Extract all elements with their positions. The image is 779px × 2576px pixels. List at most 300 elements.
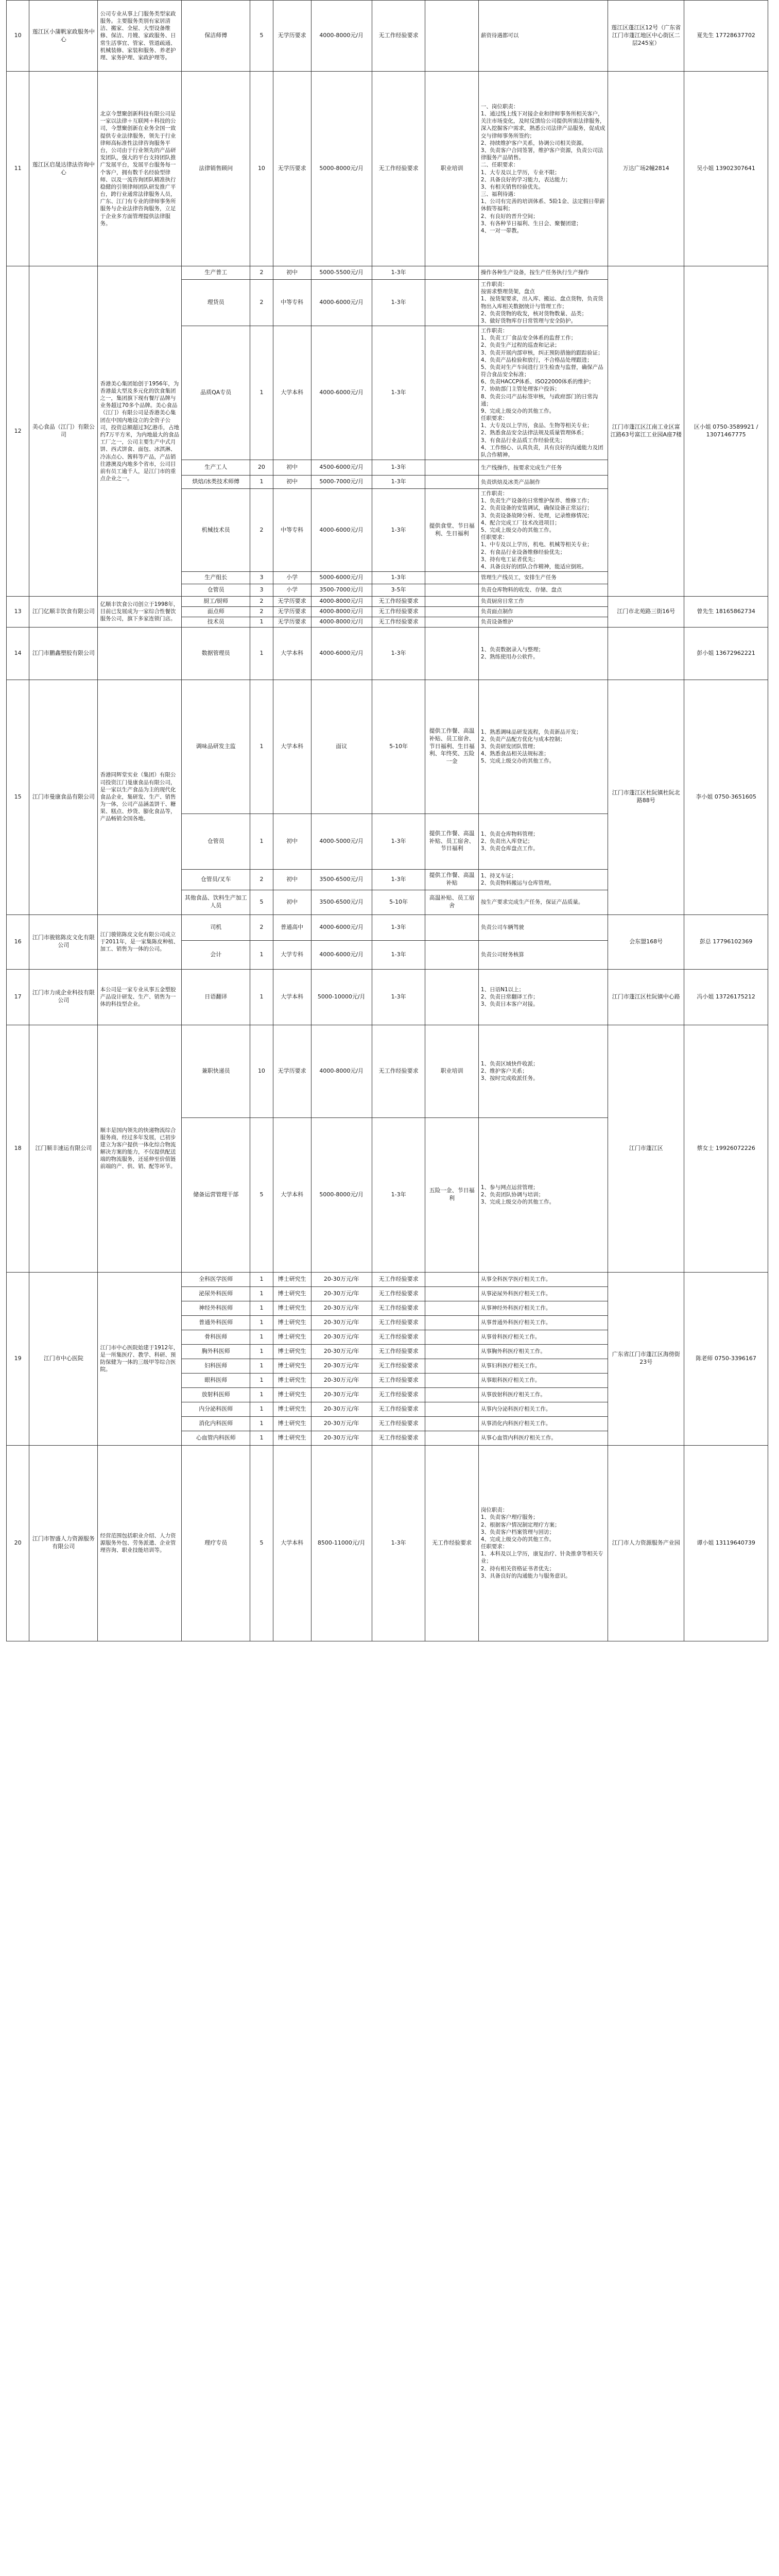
address-cell: 江门市蓬江区 [608, 1025, 684, 1272]
salary-cell: 20-30万元/年 [311, 1272, 372, 1286]
benefit-cell [425, 1373, 479, 1387]
company-intro-cell: 经营范围包括职业介绍、人力资源服务外包、劳务派遣、企业管理咨询、职业技能培训等。 [98, 1445, 182, 1641]
benefit-cell [425, 1272, 479, 1286]
table-body [7, 1, 768, 1641]
duty-cell: 生产线操作，按要求完成生产任务 [478, 460, 608, 476]
salary-cell: 20-30万元/年 [311, 1301, 372, 1315]
contact-cell: 夏先生 17728637702 [684, 1, 768, 72]
position-title-cell: 兼职快递员 [182, 1025, 250, 1117]
experience-cell: 1-3年 [372, 1117, 425, 1272]
position-title-cell: 眼科医师 [182, 1373, 250, 1387]
salary-cell: 4000-5000元/月 [311, 814, 372, 869]
position-title-cell: 会计 [182, 940, 250, 969]
headcount-cell: 2 [250, 280, 273, 326]
experience-cell: 1-3年 [372, 869, 425, 890]
company-intro-cell: 本公司是一家专业从事五金塑胶产品设计研发、生产、销售为一体的科技型企业。 [98, 969, 182, 1025]
headcount-cell: 1 [250, 627, 273, 680]
position-title-cell: 心血管内科医师 [182, 1431, 250, 1445]
salary-cell: 3500-7000元/月 [311, 584, 372, 597]
duty-cell: 从事心血管内科医疗相关工作。 [478, 1431, 608, 1445]
benefit-cell [425, 1, 479, 72]
position-title-cell: 泌尿外科医师 [182, 1286, 250, 1301]
duty-cell: 从事胸外科医疗相关工作。 [478, 1344, 608, 1359]
experience-cell: 无工作经验要求 [372, 72, 425, 266]
education-cell: 无学历要求 [273, 1, 311, 72]
company-name-cell: 江门市中心医院 [29, 1272, 98, 1445]
benefit-cell [425, 266, 479, 280]
experience-cell: 无工作经验要求 [372, 1344, 425, 1359]
row-number-cell: 17 [7, 969, 29, 1025]
salary-cell: 4000-8000元/月 [311, 617, 372, 627]
benefit-cell [425, 1315, 479, 1330]
education-cell: 无学历要求 [273, 72, 311, 266]
headcount-cell: 5 [250, 1, 273, 72]
company-name-cell: 莲江区小蒲帆家政服务中心 [29, 1, 98, 72]
table-row [7, 1445, 768, 1641]
education-cell: 普通高中 [273, 914, 311, 940]
experience-cell: 1-3年 [372, 814, 425, 869]
experience-cell: 1-3年 [372, 627, 425, 680]
benefit-cell [425, 1402, 479, 1416]
salary-cell: 5000-10000元/月 [311, 969, 372, 1025]
headcount-cell: 2 [250, 597, 273, 607]
position-title-cell: 储备运营管理干部 [182, 1117, 250, 1272]
company-name-cell: 江门市鹏鑫塑胶有限公司 [29, 627, 98, 680]
headcount-cell: 1 [250, 476, 273, 489]
salary-cell: 20-30万元/年 [311, 1431, 372, 1445]
salary-cell: 5000-8000元/月 [311, 1117, 372, 1272]
education-cell: 初中 [273, 460, 311, 476]
salary-cell: 3500-6500元/月 [311, 890, 372, 914]
company-intro-cell: 北京今慧聚创新科技有限公司是一家以法律＋互联网＋科技的公司，今慧聚创新在业务全国一致提供专业法律服务，领先于行业律师高标准性法律咨询服务平台，公司由于行业领先的产品研发团队，强大的平台支持团队推广发展平台，发展平台服务每一个客户，拥有数千名经验型律师、以及一流咨询团队精准执行稳健的引领律师团队研发推广平台，跨行业通常法律服务人员，广东、江门有专业的律师事务所服务与企业法律咨询服务，立足于企业多方面管理提供法律服务。 [98, 72, 182, 266]
education-cell: 大学本科 [273, 969, 311, 1025]
education-cell: 博士研究生 [273, 1272, 311, 1286]
salary-cell: 4000-8000元/月 [311, 1, 372, 72]
education-cell: 博士研究生 [273, 1359, 311, 1373]
duty-cell: 工作职责： 1、负责生产设备的日常维护保养、维修工作； 2、负责设备的安装调试，确保设备正常运行； 3、负责设备故障分析、处理，记录维修情况； 4、配合完成工厂技术改进项目； 5、完成上级交办的其他工作。 任职要求： 1、中专及以上学历，机电、机械等相关专业； 2、有食品行业设备维修经验优先； 3、持有电工证者优先； 4、具备良好的团队合作精神，能适应倒班。 [478, 489, 608, 572]
headcount-cell: 3 [250, 584, 273, 597]
headcount-cell: 1 [250, 1373, 273, 1387]
experience-cell: 1-3年 [372, 489, 425, 572]
address-cell: 江门市蓬江区杜阮镇杜阮北路88号 [608, 680, 684, 914]
contact-cell: 区小姐 0750-3589921 / 13071467775 [684, 266, 768, 597]
company-intro-cell: 公司专业从事上门服务类型家政服务。主要服务类别有家居清洁、搬家、全屋、大型设备维修、保洁、月嫂、家政服务、日常生活事宜、管家、管道疏通、机械装修、家装和服务、养老护理、家务护理、家政护理等。 [98, 1, 182, 72]
salary-cell: 4000-6000元/月 [311, 627, 372, 680]
salary-cell: 3500-6500元/月 [311, 869, 372, 890]
salary-cell: 4000-6000元/月 [311, 326, 372, 460]
position-title-cell: 理疗专员 [182, 1445, 250, 1641]
contact-cell: 吴小姐 13902307641 [684, 72, 768, 266]
headcount-cell: 1 [250, 814, 273, 869]
education-cell: 初中 [273, 814, 311, 869]
education-cell: 博士研究生 [273, 1301, 311, 1315]
company-name-cell: 江门顺丰速运有限公司 [29, 1025, 98, 1272]
position-title-cell: 普通外科医师 [182, 1315, 250, 1330]
position-title-cell: 胸外科医师 [182, 1344, 250, 1359]
address-cell: 江门市北苑路三街16号 [608, 597, 684, 628]
salary-cell: 4500-6000元/月 [311, 460, 372, 476]
row-number-cell: 10 [7, 1, 29, 72]
duty-cell: 从事泌尿外科医疗相关工作。 [478, 1286, 608, 1301]
headcount-cell: 1 [250, 1359, 273, 1373]
salary-cell: 5000-6000元/月 [311, 572, 372, 584]
salary-cell: 4000-8000元/月 [311, 597, 372, 607]
position-title-cell: 数据管理员 [182, 627, 250, 680]
duty-cell: 从事全科医学医疗相关工作。 [478, 1272, 608, 1286]
position-title-cell: 生产工人 [182, 460, 250, 476]
table-row [7, 1272, 768, 1286]
position-title-cell: 骨科医师 [182, 1330, 250, 1344]
company-name-cell: 江门市力成企业科技有限公司 [29, 969, 98, 1025]
benefit-cell [425, 1359, 479, 1373]
duty-cell: 一、岗位职责： 1、通过线上线下对接企业和律师事务所相关客户，关注市场变化，及时反馈给公司提供所需法律服务，深入挖掘客户需求，熟悉公司法律产品服务，促成成交与律师事务所签约； 2、持续维护客户关系，协调公司相关资源。 3、负责客户合同签署，维护客户资源，负责公司法律服务产品销售。 二、任职要求： 1、大专及以上学历，专业不限； 2、具备良好的学习能力，表达能力； 3、有相关销售经验优先。 三、福利待遇： 1、公司有完善的培训体系、5险1金、法定假日带薪休假等福利； 2、有良好的晋升空间； 3、有各种节日福利、生日会、聚餐团建； 4、一对一带教。 [478, 72, 608, 266]
benefit-cell [425, 460, 479, 476]
company-intro-cell: 亿顺丰饮食公司创立于1998年，目前已发展成为一家综合性餐饮服务公司，旗下多家连锁门店。 [98, 597, 182, 628]
headcount-cell: 5 [250, 1117, 273, 1272]
duty-cell: 从事骨科医疗相关工作。 [478, 1330, 608, 1344]
row-number-cell: 11 [7, 72, 29, 266]
table-row [7, 914, 768, 940]
experience-cell: 1-3年 [372, 460, 425, 476]
company-intro-cell: 香港美心集团始创于1956年，为香港最大型及多元化的饮食集团之一，集团旗下现有餐厅品牌与业务超过70多个品牌。美心食品（江门）有限公司是香港美心集团在中国内地设立的全资子公司，投资总额超过3亿港币，占地约7万平方米，为内地最大的食品工厂之一，公司主要生产中式月饼、西式饼食、面包、冰淇淋、冷冻点心、酱料等产品，产品销往港澳及内地多个省市，公司目前有员工逾千人，是江门市的重点企业之一。 [98, 266, 182, 597]
benefit-cell [425, 940, 479, 969]
duty-cell: 从事普通外科医疗相关工作。 [478, 1315, 608, 1330]
education-cell: 大学专科 [273, 940, 311, 969]
salary-cell: 20-30万元/年 [311, 1315, 372, 1330]
position-title-cell: 其他食品、饮料生产加工人员 [182, 890, 250, 914]
education-cell: 大学本科 [273, 680, 311, 814]
position-title-cell: 机械技术员 [182, 489, 250, 572]
headcount-cell: 1 [250, 1387, 273, 1402]
position-title-cell: 内分泌科医师 [182, 1402, 250, 1416]
salary-cell: 5000-7000元/月 [311, 476, 372, 489]
row-number-cell: 12 [7, 266, 29, 597]
salary-cell: 20-30万元/年 [311, 1416, 372, 1431]
position-title-cell: 技术员 [182, 617, 250, 627]
table-row [7, 1025, 768, 1117]
education-cell: 大学本科 [273, 627, 311, 680]
duty-cell: 负责烘焙及冰类产品制作 [478, 476, 608, 489]
headcount-cell: 1 [250, 1416, 273, 1431]
education-cell: 无学历要求 [273, 1025, 311, 1117]
position-title-cell: 放射科医师 [182, 1387, 250, 1402]
experience-cell: 无工作经验要求 [372, 1416, 425, 1431]
company-intro-cell: 顺丰是国内领先的快递物流综合服务商，经过多年发展，已初步建立为客户提供一体化综合物流解决方案的能力，不仅提供配送端的物流服务，还延伸至价值链前端的产、供、销、配等环节。 [98, 1025, 182, 1272]
duty-cell: 负责公司财务核算 [478, 940, 608, 969]
contact-cell: 曾先生 18165862734 [684, 597, 768, 628]
headcount-cell: 1 [250, 1272, 273, 1286]
experience-cell: 1-3年 [372, 1445, 425, 1641]
salary-cell: 5000-8000元/月 [311, 72, 372, 266]
position-title-cell: 妇科医师 [182, 1359, 250, 1373]
education-cell: 博士研究生 [273, 1373, 311, 1387]
experience-cell: 无工作经验要求 [372, 1387, 425, 1402]
benefit-cell: 职业培训 [425, 1025, 479, 1117]
headcount-cell: 2 [250, 914, 273, 940]
experience-cell: 无工作经验要求 [372, 617, 425, 627]
experience-cell: 无工作经验要求 [372, 1025, 425, 1117]
benefit-cell [425, 572, 479, 584]
benefit-cell [425, 1286, 479, 1301]
benefit-cell [425, 617, 479, 627]
position-title-cell: 消化内科医师 [182, 1416, 250, 1431]
contact-cell: 彭小姐 13672962221 [684, 627, 768, 680]
benefit-cell [425, 606, 479, 617]
company-intro-cell: 江门骏铭陈皮文化有限公司成立于2011年，是一家集陈皮种植、加工、销售为一体的公司。 [98, 914, 182, 969]
experience-cell: 1-3年 [372, 266, 425, 280]
company-name-cell: 江门市曼康食品有限公司 [29, 680, 98, 914]
benefit-cell [425, 326, 479, 460]
table-row [7, 597, 768, 607]
headcount-cell: 1 [250, 1402, 273, 1416]
row-number-cell: 19 [7, 1272, 29, 1445]
company-name-cell: 江门市骏铭陈皮文化有限公司 [29, 914, 98, 969]
headcount-cell: 1 [250, 1286, 273, 1301]
experience-cell: 1-3年 [372, 326, 425, 460]
position-title-cell: 全科医学医师 [182, 1272, 250, 1286]
row-number-cell: 15 [7, 680, 29, 914]
benefit-cell [425, 476, 479, 489]
headcount-cell: 2 [250, 266, 273, 280]
position-title-cell: 仓管员 [182, 584, 250, 597]
benefit-cell [425, 1431, 479, 1445]
headcount-cell: 20 [250, 460, 273, 476]
contact-cell: 蔡女士 19926072226 [684, 1025, 768, 1272]
benefit-cell: 五险一金、节日福利 [425, 1117, 479, 1272]
duty-cell: 1、负责数据录入与整理； 2、熟练使用办公软件。 [478, 627, 608, 680]
address-cell: 江门市蓬江区杜阮镇中心路 [608, 969, 684, 1025]
benefit-cell: 职业培训 [425, 72, 479, 266]
position-title-cell: 司机 [182, 914, 250, 940]
headcount-cell: 10 [250, 1025, 273, 1117]
experience-cell: 无工作经验要求 [372, 1272, 425, 1286]
experience-cell: 1-3年 [372, 572, 425, 584]
headcount-cell: 1 [250, 1301, 273, 1315]
recruitment-table [6, 0, 768, 1641]
company-name-cell: 江门市智盛人力资源服务有限公司 [29, 1445, 98, 1641]
company-name-cell: 江门亿顺丰饮食有限公司 [29, 597, 98, 628]
benefit-cell: 提供食堂、节日福利、生日福利 [425, 489, 479, 572]
salary-cell: 20-30万元/年 [311, 1359, 372, 1373]
education-cell: 博士研究生 [273, 1431, 311, 1445]
contact-cell: 冯小姐 13726175212 [684, 969, 768, 1025]
benefit-cell: 高温补贴、员工宿舍 [425, 890, 479, 914]
benefit-cell: 无工作经验要求 [425, 1445, 479, 1641]
position-title-cell: 仓管员 [182, 814, 250, 869]
duty-cell: 从事妇科医疗相关工作。 [478, 1359, 608, 1373]
education-cell: 无学历要求 [273, 617, 311, 627]
salary-cell: 4000-6000元/月 [311, 940, 372, 969]
experience-cell: 3-5年 [372, 584, 425, 597]
duty-cell: 从事眼科医疗相关工作。 [478, 1373, 608, 1387]
experience-cell: 1-3年 [372, 280, 425, 326]
duty-cell: 从事内分泌科医疗相关工作。 [478, 1402, 608, 1416]
education-cell: 初中 [273, 266, 311, 280]
benefit-cell [425, 1416, 479, 1431]
duty-cell: 负责面点制作 [478, 606, 608, 617]
experience-cell: 5-10年 [372, 680, 425, 814]
duty-cell: 1、日语N1以上； 2、负责日常翻译工作； 3、负责日本客户对接。 [478, 969, 608, 1025]
education-cell: 初中 [273, 476, 311, 489]
position-title-cell: 仓管员/叉车 [182, 869, 250, 890]
benefit-cell [425, 1344, 479, 1359]
address-cell [608, 627, 684, 680]
address-cell: 江门市蓬江区江南工业区富江路63号富江工业园A座7楼 [608, 266, 684, 597]
benefit-cell: 提供工作餐、高温补贴、员工宿舍、节日福利、生日福利、年终奖、五险一金 [425, 680, 479, 814]
table-row [7, 680, 768, 814]
experience-cell: 无工作经验要求 [372, 606, 425, 617]
education-cell: 博士研究生 [273, 1344, 311, 1359]
education-cell: 无学历要求 [273, 597, 311, 607]
headcount-cell: 1 [250, 1315, 273, 1330]
education-cell: 小学 [273, 584, 311, 597]
headcount-cell: 3 [250, 572, 273, 584]
education-cell: 大学本科 [273, 1445, 311, 1641]
row-number-cell: 20 [7, 1445, 29, 1641]
benefit-cell [425, 914, 479, 940]
experience-cell: 无工作经验要求 [372, 1, 425, 72]
salary-cell: 20-30万元/年 [311, 1387, 372, 1402]
benefit-cell: 提供工作餐、高温补贴、员工宿舍、节日福利 [425, 814, 479, 869]
education-cell: 博士研究生 [273, 1330, 311, 1344]
position-title-cell: 面点师 [182, 606, 250, 617]
headcount-cell: 1 [250, 969, 273, 1025]
education-cell: 中等专科 [273, 280, 311, 326]
position-title-cell: 法律销售顾问 [182, 72, 250, 266]
salary-cell: 20-30万元/年 [311, 1286, 372, 1301]
table-row [7, 1, 768, 72]
headcount-cell: 1 [250, 1344, 273, 1359]
experience-cell: 无工作经验要求 [372, 1286, 425, 1301]
benefit-cell [425, 969, 479, 1025]
duty-cell: 负责设备维护 [478, 617, 608, 627]
salary-cell: 面议 [311, 680, 372, 814]
salary-cell: 5000-5500元/月 [311, 266, 372, 280]
headcount-cell: 1 [250, 326, 273, 460]
contact-cell: 陈老师 0750-3396167 [684, 1272, 768, 1445]
recruitment-table-page [6, 0, 768, 1641]
position-title-cell: 理货员 [182, 280, 250, 326]
contact-cell: 谭小姐 13119640739 [684, 1445, 768, 1641]
salary-cell: 20-30万元/年 [311, 1344, 372, 1359]
benefit-cell [425, 1387, 479, 1402]
duty-cell: 从事神经外科医疗相关工作。 [478, 1301, 608, 1315]
salary-cell: 4000-6000元/月 [311, 489, 372, 572]
education-cell: 小学 [273, 572, 311, 584]
headcount-cell: 5 [250, 890, 273, 914]
position-title-cell: 生产普工 [182, 266, 250, 280]
education-cell: 博士研究生 [273, 1286, 311, 1301]
experience-cell: 无工作经验要求 [372, 1373, 425, 1387]
headcount-cell: 1 [250, 1330, 273, 1344]
row-number-cell: 13 [7, 597, 29, 628]
salary-cell: 8500-11000元/月 [311, 1445, 372, 1641]
experience-cell: 1-3年 [372, 969, 425, 1025]
duty-cell: 1、持叉车证； 2、负责物料搬运与仓库管理。 [478, 869, 608, 890]
experience-cell: 无工作经验要求 [372, 1315, 425, 1330]
contact-cell: 彭总 17796102369 [684, 914, 768, 969]
address-cell: 广东省江门市蓬江区海傍街23号 [608, 1272, 684, 1445]
table-row [7, 266, 768, 280]
experience-cell: 无工作经验要求 [372, 1431, 425, 1445]
headcount-cell: 1 [250, 1431, 273, 1445]
experience-cell: 无工作经验要求 [372, 1301, 425, 1315]
duty-cell: 负责仓库物料的收发、存储、盘点 [478, 584, 608, 597]
experience-cell: 1-3年 [372, 476, 425, 489]
row-number-cell: 14 [7, 627, 29, 680]
benefit-cell: 提供工作餐、高温补贴 [425, 869, 479, 890]
duty-cell: 负责厨房日常工作 [478, 597, 608, 607]
experience-cell: 5-10年 [372, 890, 425, 914]
duty-cell: 负责公司车辆驾驶 [478, 914, 608, 940]
position-title-cell: 烘焙/冰类技术师傅 [182, 476, 250, 489]
company-intro-cell: 香港同辉堂实业（集团）有限公司投资江门曼康食品有限公司，是一家以生产食品为主的现代化食品企业，集研发、生产、销售为一体，公司产品涵盖饼干、糖果、糕点、炒货、膨化食品等，产品畅销全国各地。 [98, 680, 182, 914]
experience-cell: 1-3年 [372, 914, 425, 940]
address-cell: 会东盟168号 [608, 914, 684, 969]
duty-cell: 工作职责： 按需求整理货架，盘点 1、按货架要求，出入库、搬运、盘点货物，负责货物出入库相关数据统计与管理工作； 2、负责货物的收发，核对货物数量、品类； 3、做好货物库存日常管理与安全防护。 [478, 280, 608, 326]
education-cell: 无学历要求 [273, 606, 311, 617]
company-name-cell: 莲江区启晟达律法咨询中心 [29, 72, 98, 266]
table-row [7, 969, 768, 1025]
education-cell: 博士研究生 [273, 1402, 311, 1416]
education-cell: 博士研究生 [273, 1416, 311, 1431]
position-title-cell: 保洁师傅 [182, 1, 250, 72]
education-cell: 博士研究生 [273, 1387, 311, 1402]
salary-cell: 4000-6000元/月 [311, 280, 372, 326]
position-title-cell: 品质QA专员 [182, 326, 250, 460]
duty-cell: 从事放射科医疗相关工作。 [478, 1387, 608, 1402]
duty-cell: 1、熟悉调味品研发流程，负责新品开发； 2、负责产品配方优化与成本控制； 3、负责研发团队管理； 4、熟悉食品相关法规标准； 5、完成上级交办的其他工作。 [478, 680, 608, 814]
salary-cell: 4000-8000元/月 [311, 1025, 372, 1117]
position-title-cell: 神经外科医师 [182, 1301, 250, 1315]
company-name-cell: 美心食品（江门）有限公司 [29, 266, 98, 597]
duty-cell: 1、参与网点运营管理； 2、负责团队协调与培训； 3、完成上级交办的其他工作。 [478, 1117, 608, 1272]
benefit-cell [425, 597, 479, 607]
benefit-cell [425, 627, 479, 680]
benefit-cell [425, 1330, 479, 1344]
benefit-cell [425, 584, 479, 597]
headcount-cell: 10 [250, 72, 273, 266]
salary-cell: 20-30万元/年 [311, 1402, 372, 1416]
education-cell: 初中 [273, 890, 311, 914]
address-cell: 莲江区蓬江区12号（广东省江门市蓬江地区中心街区二层245室） [608, 1, 684, 72]
duty-cell: 工作职责： 1、负责工厂食品安全体系的监督工作； 2、负责生产过程的巡查和记录； 3、负责开展内部审核，纠正预防措施的跟踪验证； 4、负责产品检验和放行，不合格品处理跟进； 5、负责对生产车间进行卫生检查与监督，确保产品符合食品安全标准； 6、负责HACCP体系、ISO22000体系的维护； 7、协助部门主管处理客户投诉； 8、负责公司产品标签审核，与政府部门的日常沟通； 9、完成上级交办的其他工作。 任职要求： 1、大专及以上学历，食品、生物等相关专业； 2、熟悉食品安全法律法规及质量管理体系； 3、有食品行业品质工作经验优先； 4、工作细心、认真负责，具有良好的沟通能力及团队合作精神。 [478, 326, 608, 460]
address-cell: 江门市人力资源服务产业园 [608, 1445, 684, 1641]
education-cell: 大学本科 [273, 1117, 311, 1272]
duty-cell: 按生产要求完成生产任务，保证产品质量。 [478, 890, 608, 914]
headcount-cell: 2 [250, 606, 273, 617]
duty-cell: 1、负责区域快件收派； 2、维护客户关系； 3、按时完成收派任务。 [478, 1025, 608, 1117]
duty-cell: 1、负责仓库物料管理； 2、负责出入库登记； 3、负责仓库盘点工作。 [478, 814, 608, 869]
headcount-cell: 5 [250, 1445, 273, 1641]
education-cell: 初中 [273, 869, 311, 890]
position-title-cell: 日语翻译 [182, 969, 250, 1025]
table-row [7, 72, 768, 266]
headcount-cell: 2 [250, 489, 273, 572]
education-cell: 大学本科 [273, 326, 311, 460]
benefit-cell [425, 1301, 479, 1315]
company-intro-cell [98, 627, 182, 680]
duty-cell: 从事消化内科医疗相关工作。 [478, 1416, 608, 1431]
salary-cell: 20-30万元/年 [311, 1373, 372, 1387]
position-title-cell: 厨工/厨师 [182, 597, 250, 607]
row-number-cell: 16 [7, 914, 29, 969]
duty-cell: 操作各种生产设备，按生产任务执行生产操作 [478, 266, 608, 280]
contact-cell: 李小姐 0750-3651605 [684, 680, 768, 914]
position-title-cell: 生产组长 [182, 572, 250, 584]
headcount-cell: 1 [250, 617, 273, 627]
experience-cell: 无工作经验要求 [372, 1330, 425, 1344]
